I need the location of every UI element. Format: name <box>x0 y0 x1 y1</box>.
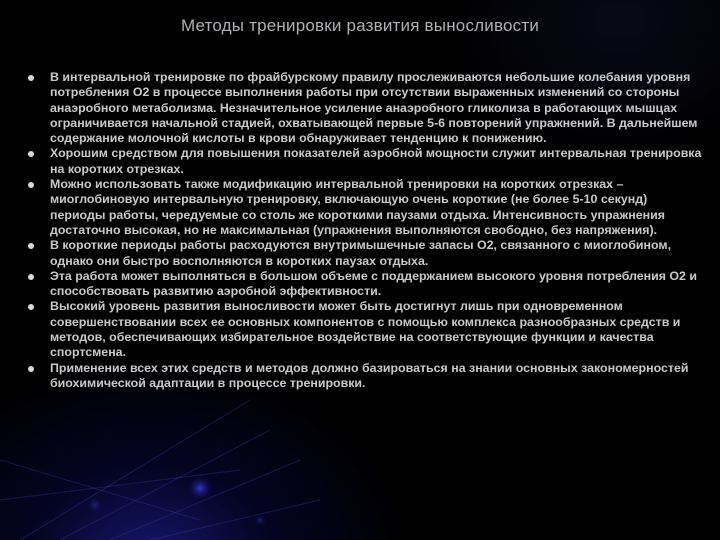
bullet-list <box>26 70 706 391</box>
bullet-item <box>26 177 706 238</box>
bullet-item <box>26 361 706 392</box>
bullet-item <box>26 70 706 146</box>
decorative-orb <box>186 474 214 502</box>
bullet-item <box>26 299 706 360</box>
bullet-text: Применение всех этих средств и методов должно базироваться на знании основных закономерностей биохимической адаптации в процессе тренировки. <box>50 360 689 390</box>
slide-title: Методы тренировки развития выносливости <box>180 16 540 35</box>
bullet-icon <box>28 304 34 310</box>
bullet-text: В интервальной тренировке по фрайбурскому правилу прослеживаются небольшие колебания уровня потребления О2 в процессе выполнения работы при отсутствии выраженных изменений со стороны анаэробного метаболизма. Незначительное усиление анаэробного гликолиза в работающих мышцах ограничивается начальной стадией, охватывающей первые 5-6 повторений упражнений. В дальнейшем содержание молочной кислоты в крови обнаруживает тенденцию к понижению. <box>50 70 698 146</box>
bullet-icon <box>28 182 34 188</box>
bullet-text: Эта работа может выполняться в большом объеме с поддержанием высокого уровня потребления О2 и способствовать развитию аэробной эффективности. <box>50 268 697 299</box>
bullet-icon <box>28 151 34 157</box>
decorative-orb <box>253 513 267 527</box>
bullet-icon <box>28 243 34 249</box>
bullet-icon <box>28 274 34 280</box>
bullet-text: В короткие периоды работы расходуются внутримышечные запасы О2, связанного с миоглобином, однако они быстро восполняются в коротких паузах отдыха. <box>50 238 672 268</box>
bullet-icon <box>28 75 34 81</box>
bullet-icon <box>28 366 34 372</box>
bullet-item <box>26 238 706 269</box>
decorative-orb <box>85 495 105 515</box>
bullet-text: Хорошим средством для повышения показателей аэробной мощности служит интервальная тренировка на коротких отрезках. <box>50 146 702 176</box>
bullet-item <box>26 269 706 300</box>
decorative-rays <box>0 400 320 540</box>
bullet-text: Высокий уровень развития выносливости может быть достигнут лишь при одновременном совершенствовании всех ее основных компонентов с помощью комплекса разнообразных средств и методов, обеспечивающих избирательное воздействие на соответствующие функции и качества спортсмена. <box>50 299 681 360</box>
bullet-text: Можно использовать также модификацию интервальной тренировки на коротких отрезках – миоглобиновую интервальную тренировку, включающую очень короткие (не более 5-10 секунд) периоды работы, чередуемые со столь же короткими паузами отдыха. Интенсивность упражнения достаточно высокая, но не максимальная (упражнения выполняются свободно, без напряжения). <box>50 177 665 237</box>
bullet-item <box>26 146 706 177</box>
